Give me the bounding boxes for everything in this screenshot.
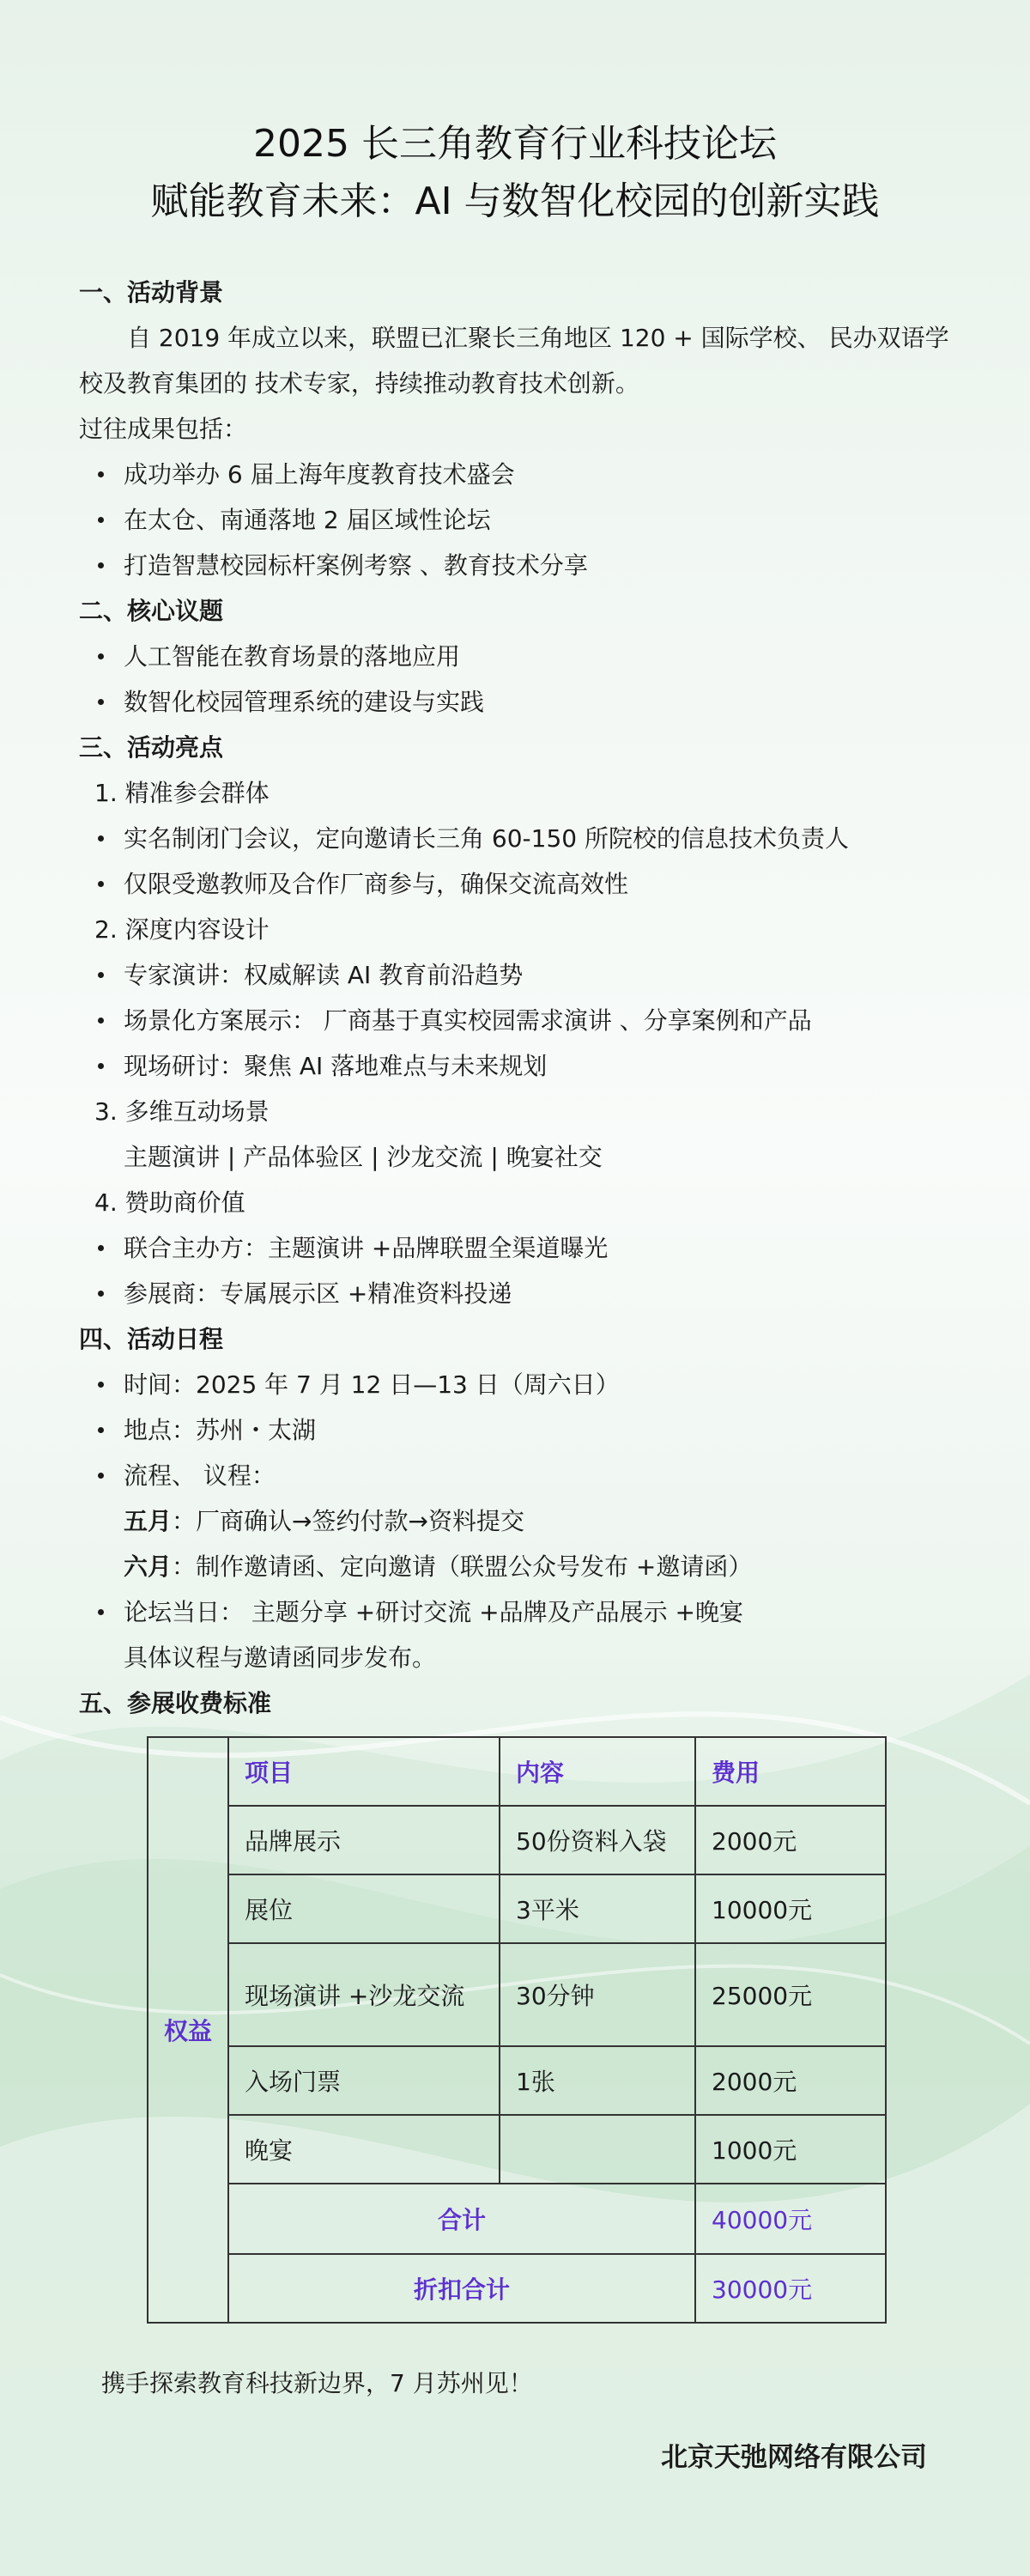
interaction-scenes-line: 主题演讲 | 产品体验区 | 沙龙交流 | 晚宴社交	[124, 1143, 603, 1171]
row-content	[500, 2115, 695, 2184]
row-content: 30分钟	[500, 1943, 695, 2046]
topics-list	[79, 634, 972, 725]
total-value: 40000元	[695, 2184, 886, 2254]
row-item: 品牌展示	[228, 1806, 500, 1874]
list-item: 仅限受邀教师及合作厂商参与，确保交流高效性	[79, 861, 972, 907]
row-fee: 10000元	[695, 1874, 886, 1943]
schedule-note: 具体议程与邀请函同步发布。	[124, 1643, 437, 1672]
row-item: 晚宴	[228, 2115, 500, 2184]
schedule-may	[79, 1498, 972, 1544]
section-heading-topics: 二、核心议题	[79, 597, 224, 625]
highlight-group-list	[79, 1225, 972, 1316]
column-header-item: 项目	[228, 1737, 500, 1806]
section-heading-highlights: 三、活动亮点	[79, 733, 224, 762]
discount-value: 30000元	[695, 2254, 886, 2323]
list-item: 场景化方案展示： 厂商基于真实校园需求演讲 、分享案例和产品	[79, 998, 972, 1043]
table-total-row	[148, 2184, 886, 2254]
background-paragraph: 自 2019 年成立以来，联盟已汇聚长三角地区 120 + 国际学校、 民办双语学校及教育集团的 技术专家，持续推动教育技术创新。	[79, 324, 949, 398]
row-content: 1张	[500, 2046, 695, 2115]
highlight-group-list	[79, 952, 972, 1089]
benefits-side-label: 权益	[148, 1737, 228, 2323]
company-name: 北京天弛网络有限公司	[661, 2442, 927, 2473]
table-row	[148, 1806, 886, 1874]
table-discount-row	[148, 2254, 886, 2323]
month-label: 五月	[124, 1507, 173, 1535]
row-item: 展位	[228, 1874, 500, 1943]
list-item: 参展商：专属展示区 +精准资料投递	[79, 1271, 972, 1316]
highlight-group-title: 1. 精准参会群体	[94, 779, 270, 807]
list-item: 现场研讨：聚焦 AI 落地难点与未来规划	[79, 1043, 972, 1089]
month-text: ：制作邀请函、定向邀请（联盟公众号发布 +邀请函）	[172, 1552, 753, 1581]
month-label: 六月	[124, 1552, 173, 1581]
highlight-group-list	[79, 816, 972, 907]
row-fee: 1000元	[695, 2115, 886, 2184]
highlight-group-title: 3. 多维互动场景	[94, 1097, 270, 1126]
main-title: 2025 长三角教育行业科技论坛	[253, 122, 777, 166]
row-item: 入场门票	[228, 2046, 500, 2115]
content-body	[79, 270, 972, 1726]
list-item: 数智化校园管理系统的建设与实践	[79, 679, 972, 725]
highlight-group-title: 2. 深度内容设计	[94, 915, 270, 944]
table-row	[148, 1874, 886, 1943]
schedule-flow-label: 流程、 议程：	[79, 1453, 972, 1498]
month-text: ：厂商确认→签约付款→资料提交	[172, 1507, 524, 1535]
row-fee: 2000元	[695, 2046, 886, 2115]
list-item: 打造智慧校园标杆案例考察 、教育技术分享	[79, 543, 972, 588]
schedule-day: 论坛当日： 主题分享 +研讨交流 +品牌及产品展示 +晚宴	[79, 1589, 972, 1635]
table-row	[148, 2046, 886, 2115]
section-heading-schedule: 四、活动日程	[79, 1325, 224, 1353]
row-content: 50份资料入袋	[500, 1806, 695, 1874]
column-header-content: 内容	[500, 1737, 695, 1806]
schedule-list	[79, 1362, 972, 1498]
column-header-fee: 费用	[695, 1737, 886, 1806]
schedule-june	[79, 1544, 972, 1589]
highlight-group-title: 4. 赞助商价值	[94, 1188, 245, 1217]
total-label: 合计	[228, 2184, 695, 2254]
section-heading-fees: 五、参展收费标准	[79, 1689, 272, 1717]
schedule-time: 时间：2025 年 7 月 12 日—13 日（周六日）	[79, 1362, 972, 1407]
list-item: 联合主办方：主题演讲 +品牌联盟全渠道曝光	[79, 1225, 972, 1271]
list-item: 人工智能在教育场景的落地应用	[79, 634, 972, 679]
fee-table	[147, 1736, 887, 2324]
list-item: 成功举办 6 届上海年度教育技术盛会	[79, 452, 972, 497]
list-item: 专家演讲：权威解读 AI 教育前沿趋势	[79, 952, 972, 998]
achievements-label: 过往成果包括：	[79, 415, 248, 443]
schedule-day-list	[79, 1589, 972, 1635]
achievements-list	[79, 452, 972, 588]
row-content: 3平米	[500, 1874, 695, 1943]
row-fee: 25000元	[695, 1943, 886, 2046]
sub-title: 赋能教育未来：AI 与数智化校园的创新实践	[150, 179, 880, 223]
row-fee: 2000元	[695, 1806, 886, 1874]
row-item: 现场演讲 +沙龙交流	[228, 1943, 500, 2046]
table-row	[148, 2115, 886, 2184]
table-header-row	[148, 1737, 886, 1806]
discount-label: 折扣合计	[228, 2254, 695, 2323]
section-heading-background: 一、活动背景	[79, 278, 224, 307]
table-row	[148, 1943, 886, 2046]
schedule-place: 地点：苏州・太湖	[79, 1407, 972, 1453]
footer-slogan: 携手探索教育科技新边界，7 月苏州见！	[101, 2369, 533, 2397]
list-item: 在太仓、南通落地 2 届区域性论坛	[79, 497, 972, 543]
list-item: 实名制闭门会议，定向邀请长三角 60-150 所院校的信息技术负责人	[79, 816, 972, 861]
